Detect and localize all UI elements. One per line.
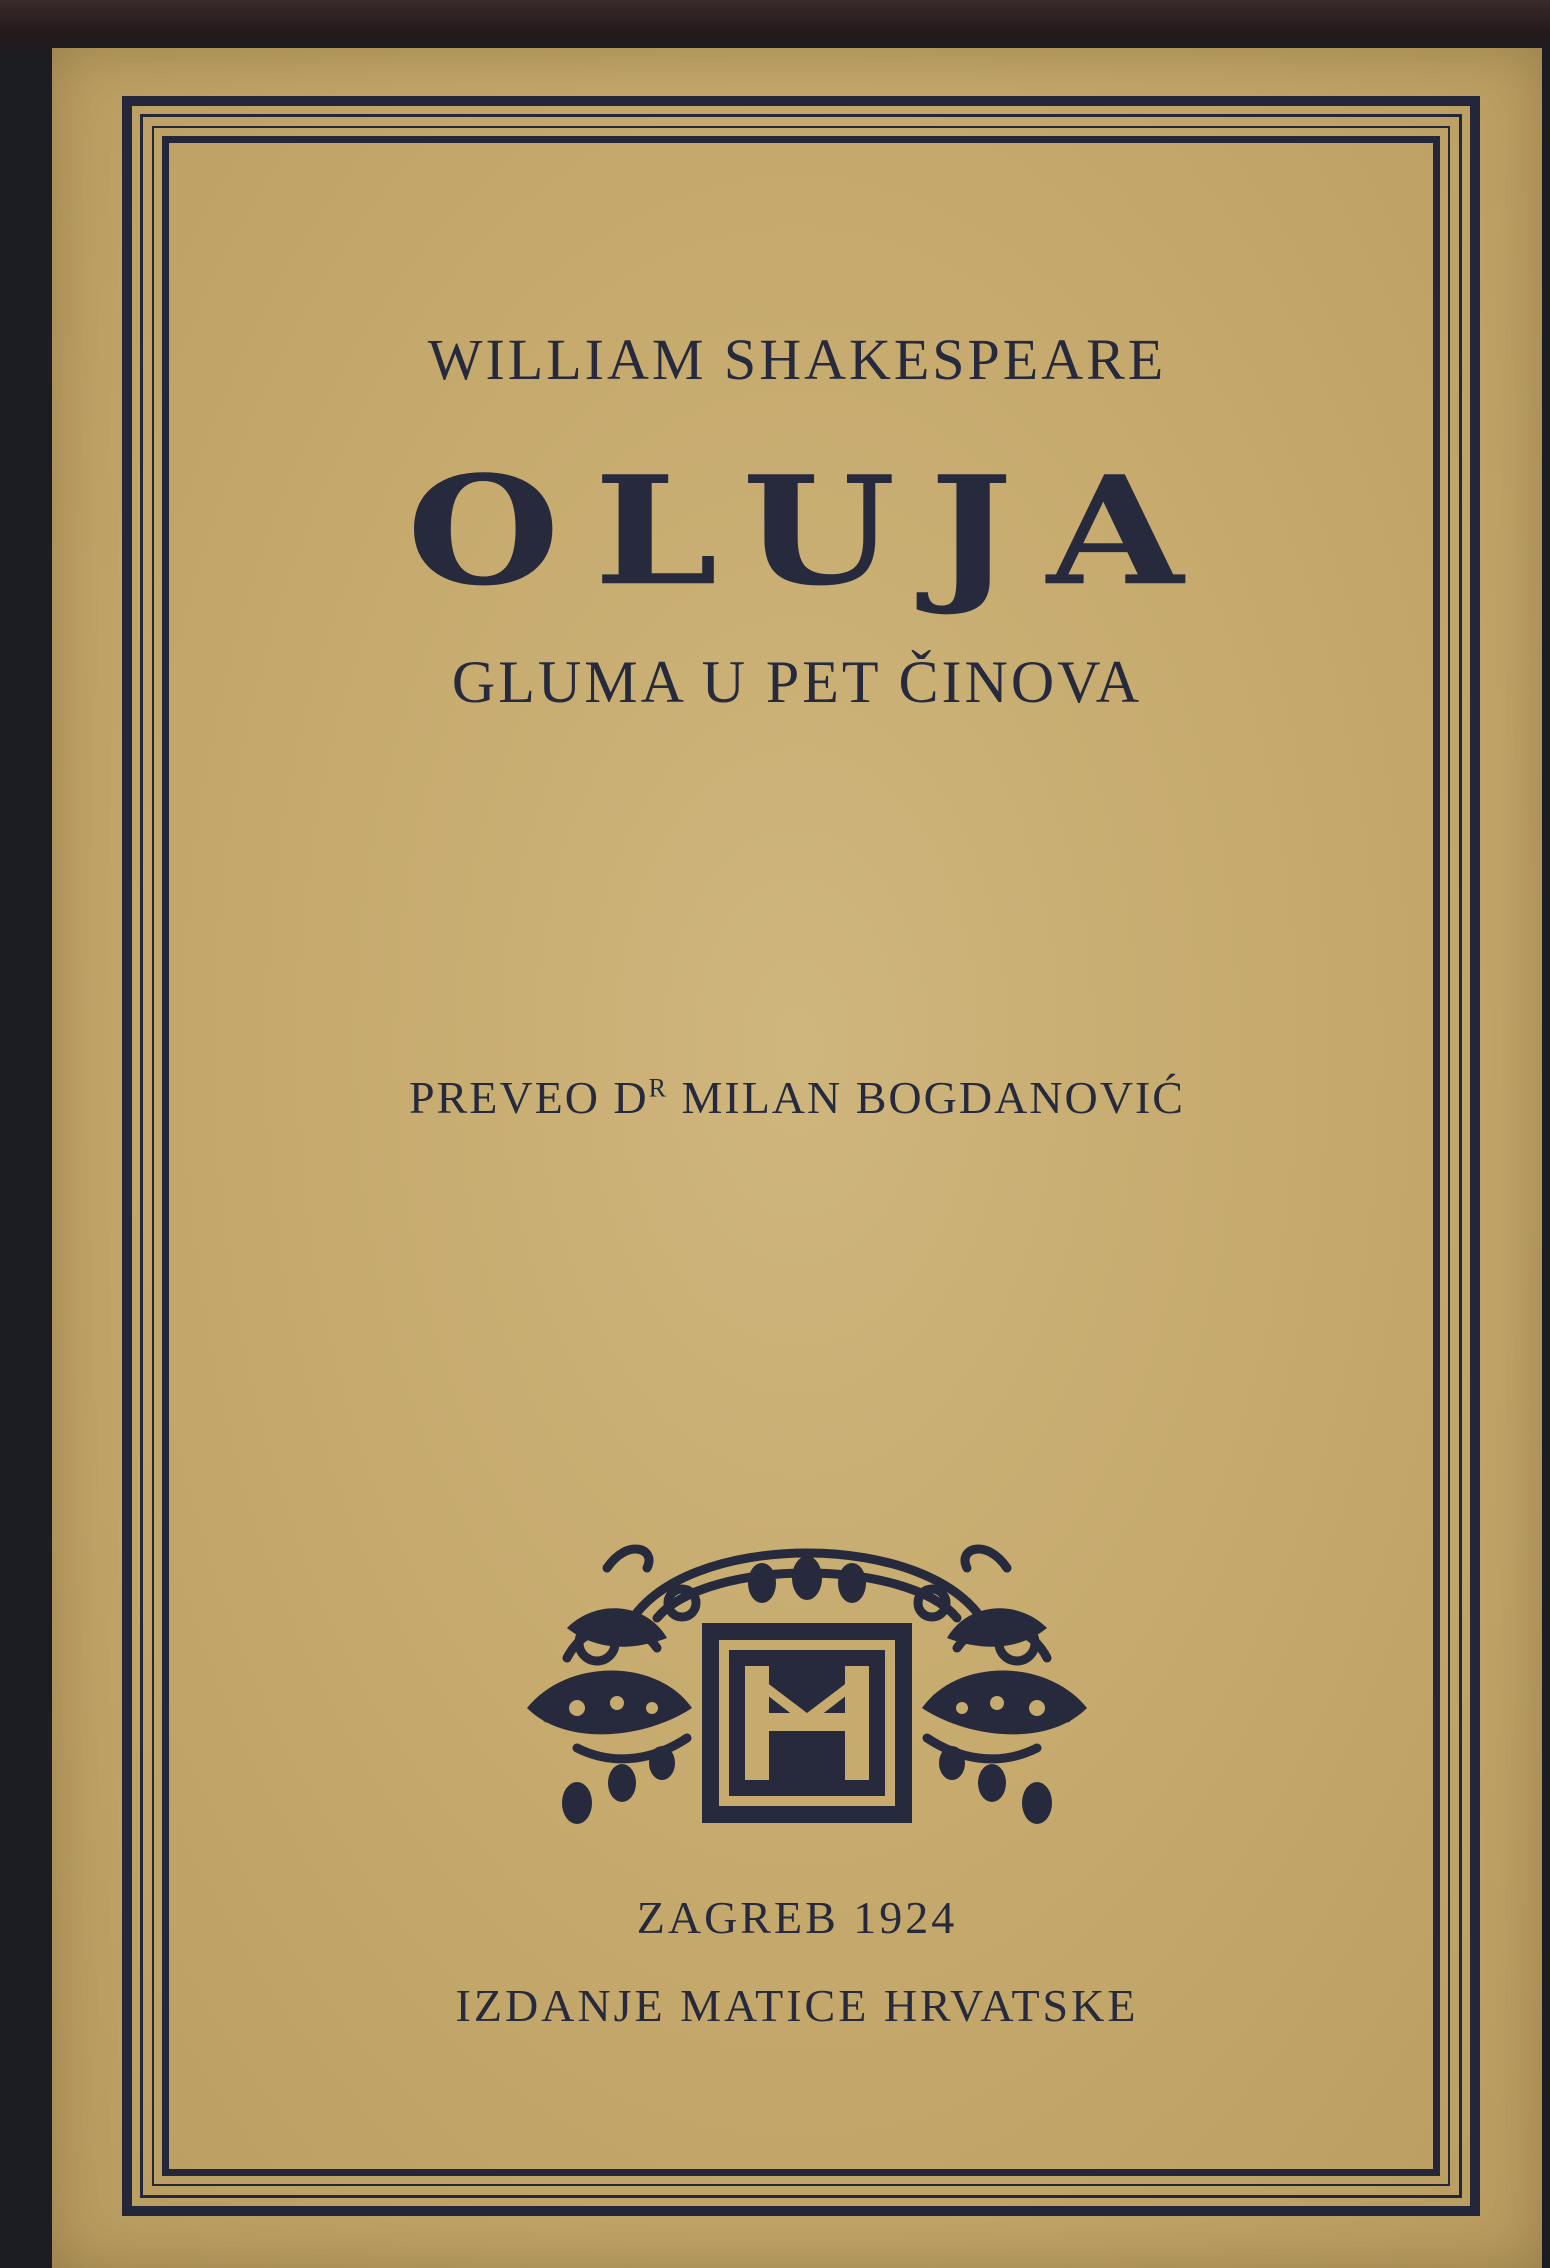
matica-hrvatska-floral-emblem-icon: [507, 1508, 1107, 1868]
translator-prefix: PREVEO D: [409, 1072, 649, 1123]
translator-title-superscript: R: [648, 1073, 668, 1103]
imprint-city-year: ZAGREB 1924: [636, 1892, 958, 1943]
translator-credit: [52, 1071, 1542, 1124]
translator-name: MILAN BOGDANOVIĆ: [667, 1072, 1185, 1123]
book-cover: [52, 48, 1542, 2268]
border-frame-inner: [162, 136, 1440, 2176]
author-name: WILLIAM SHAKESPEARE: [427, 327, 1167, 392]
book-title: OLUJA: [406, 443, 1218, 619]
imprint-publisher: IZDANJE MATICE HRVATSKE: [455, 1980, 1139, 2031]
book-subtitle: GLUMA U PET ČINOVA: [451, 649, 1143, 715]
